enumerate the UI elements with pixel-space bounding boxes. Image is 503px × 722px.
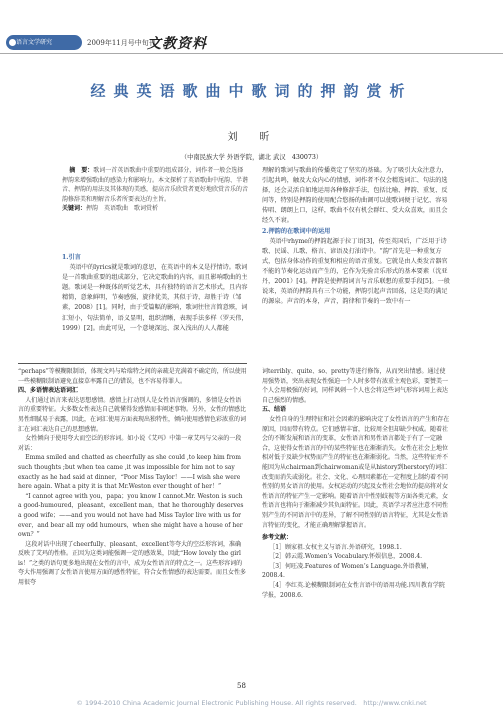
right-column-bottom (262, 367, 450, 600)
article-author: 刘 昕 (227, 132, 276, 143)
references-heading: 参考文献： (262, 534, 293, 542)
journal-badge-label: 语言文学研究 (16, 39, 53, 46)
section-rule (18, 363, 247, 364)
left-bottom-paragraph-2: 人们通过语言来表达思想感情。感情上打动别人是女性语言强调的，多情是女性语言的重要特征。大多数女性表达自己就懂得发感情而非阐述事物。另外，女性的情感比男性细腻易于表露，因此，在词汇使用方面表现出独特性，倾向使用感情色彩浓重的词汇在词汇表达自己的思想感情。 (18, 396, 247, 433)
section-5-heading: 五、结语 (262, 406, 287, 414)
left-column-bottom (18, 367, 247, 588)
right-column-top (262, 166, 450, 307)
reference-item: ［2］韩云霞.Women’s Vocabulary.怀娱信息，2008.4. (269, 553, 423, 561)
section-2-heading: 2.押韵的在歌词中的运用 (262, 227, 331, 235)
abstract-label: 摘 要： (69, 167, 94, 174)
english-quote-1: Emma smiled and chatted as cheerfully as she could ,to keep him from such thoughts ;but when tea came ,it was impossible for him not to say exactly as he had said at dinner，“Poor Miss Taylor！——I wish she were here again. What a pity it is that Mr.Weston ever thought of her！” (18, 454, 241, 491)
keywords-text: 押韵 英语歌曲 歌词赏析 (86, 205, 159, 213)
left-bottom-paragraph-1: “perhaps”等模糊限制语，体现文玛与哈瑞特之间的亲疏是充满着不确定的，所以使用一些模糊限制语避免直接草率露自己的错误，也不容易得罪人。 (18, 368, 247, 385)
abstract-text: 歌词一首英语歌曲中重要的组成部分，词作者一般会选择押韵来增强歌曲的感染力和影响力。本文探析了英语歌曲中尾韵、半谐音、押韵的用法及其体现的美感，提高音乐欣赏者更好地欣赏音乐的音韵修辞美和理解音乐者所要表达的主旨。 (62, 167, 249, 203)
badge-dot-icon (9, 39, 16, 46)
left-column-top (62, 253, 248, 334)
section-4-heading: 四、多语情表达语词汇 (18, 387, 79, 395)
left-bottom-paragraph-3: 女性倾向于使用夸大而空泛的形容词。如小说《艾玛》中第一章艾玛与父亲的一段对话： (18, 435, 242, 452)
keywords-label: 关键词： (62, 205, 87, 213)
right-paragraph-1: 理解的歌词与歌曲的传播奠定了坚实的基础。为了吸引大众注意力，引起共鸣，触及大众内心的情感，词作者不仅会精选词汇、句法的选择，还会灵活自如地运用各种修辞手法，包括比喻、押韵、重复、反问等，特别是押韵的使用配合悠扬的曲调可以使歌词便于记忆、容易传唱、朗朗上口，这样，歌曲不仅有机会群红、受大众喜欢，而且会经久不衰。 (262, 167, 448, 225)
right-bottom-paragraph-2: 女性自身的生理特征和社会因素的影响决定了女性语言的产生和存在原因，因而带有特点。它们感情丰富，比较周全但却缺少权威。随着社会的不断发展和语言的变革，女性语言和男性语言都处于有了一定融合，这使得女性语言的中的某些特征也在渐渐消失。女性在社会上地位相对低于及缺少权势而产生的特征也在渐渐弱化。当然，这些特征并不能因为从chairman到chairwoman或是从history到herstory的词汇改变而消失或弱化。社会、文化、心理因素都在一定程度上制约着不同性别的男女语言的使用。女权运动的兴起及女性社会地位的提高将对女性语言的特征产生一定影响。随着语言中性别歧视等方面各类元素，女性语言也将向于渐渐减少其负面特征。因此，英语学习者应注意不同性别产生的不同语言中的差异，了解不同性别的语言特征，尤其是女性语言特征的变化，才能正确理解掌握语言。 (262, 415, 450, 529)
issue-label: 2009年11月号中旬刊 (87, 39, 156, 47)
page-number: 58 (237, 682, 246, 690)
section-1-paragraph: 英语中的lyrics就是歌词的意思，在英语中的本义是抒情诗。歌词是一首歌曲重要的组成部分，它决定歌曲的内容，而且影响歌曲的主题。歌词是一种既体的听觉艺术，具有独特的语言艺术形式，且内容精简，意象鲜明，节奏感强，旋律优美，其似于诗，却胜于诗（邹素，2008）[1]。同时，由于受篇幅的影响，歌词往往言简意赅，词汇短小，句法简单，语义显明，组织清晰，表现手法多样（罗天伟，1999）[2]。由此可见，一个意境深远、深入浅出的人人都能 (62, 264, 248, 332)
reference-item: ［1］顾家祖.女权主义与语言.外语研究，1998.1. (269, 543, 402, 551)
copyright-footer: © 1994-2010 China Academic Journal Electronic Publishing House. All rights reserved. http://www.cnki.net (76, 699, 427, 707)
magazine-name: 文教资料 (147, 36, 207, 52)
section-2-paragraph: 英语中rhyme的押韵起源于拉丁语[3]，传至英国后，广泛用于诗歌、民谣、儿歌、格言、谚语及打油诗中。“韵”首先是一种重复方式，包括身体动作的重复和相应的语音重复。它就是由人类发音器官不能的节奏化运动而产生的，它作为先验音乐形式的基本要素（沈亚丹，2001）[4]。押韵是使押韵词言与音乐联想的重要手段[5]。一般说来，英语的押韵具有三个功能，押韵引起声音回荡，这是美的满足的源泉。声音的本身，声音，韵律和节奏的一致中有一 (262, 237, 450, 306)
article-title: 经典英语歌曲中歌词的押韵赏析 (90, 82, 413, 100)
header-divider (0, 53, 503, 54)
left-bottom-paragraph-4: 这段对话中出现了cheerfully、pleasant、excellent等夸大的空泛形容词，准确反映了艾玛的性格。正因为这类词能强调一定的感效果，因此“How lovely the girl is！”之类的语句更多地出现在女性的言中，成为女性语言的特点之一。这些形容词的夸大作用强调了女性语言使用方面的感性特征，符合女性情感的表达需要。而且女性多用很夸 (18, 540, 247, 587)
reference-item: ［4］李红英.论模糊限制词在女性言语中的语用功能.四川教育学院学报，2008.6. (262, 582, 445, 599)
author-affiliation: （中南民族大学 外语学院，湖北 武汉 430073） (180, 154, 323, 161)
reference-item: ［3］何旺凌.Features of Women’s Language.外语教辅，2008.4. (262, 562, 433, 580)
right-bottom-paragraph-1: 词terribly、quite、so、pretty等进行修饰，从而突出情感。通过使用强势语，突出表现女性强迫一个人时多带有浓重主观色彩，要赞美一个人会用极强的好词，同样讽刺一个人也会将这些词气形容词用上表达自己强烈的情感。 (262, 368, 449, 404)
english-quote-2: “I cannot agree with you，papa；you know I cannot.Mr. Weston is such a good-humoured，pleasant，excellent man，that he thoroughly deserves a good wife；——and you would not have had Miss Taylor live with us for ever，and bear all my odd humours，when she might have a house of her own？” (18, 492, 244, 539)
section-1-heading: 1.引言 (62, 254, 81, 261)
journal-badge (6, 35, 82, 50)
abstract-block (62, 166, 248, 214)
